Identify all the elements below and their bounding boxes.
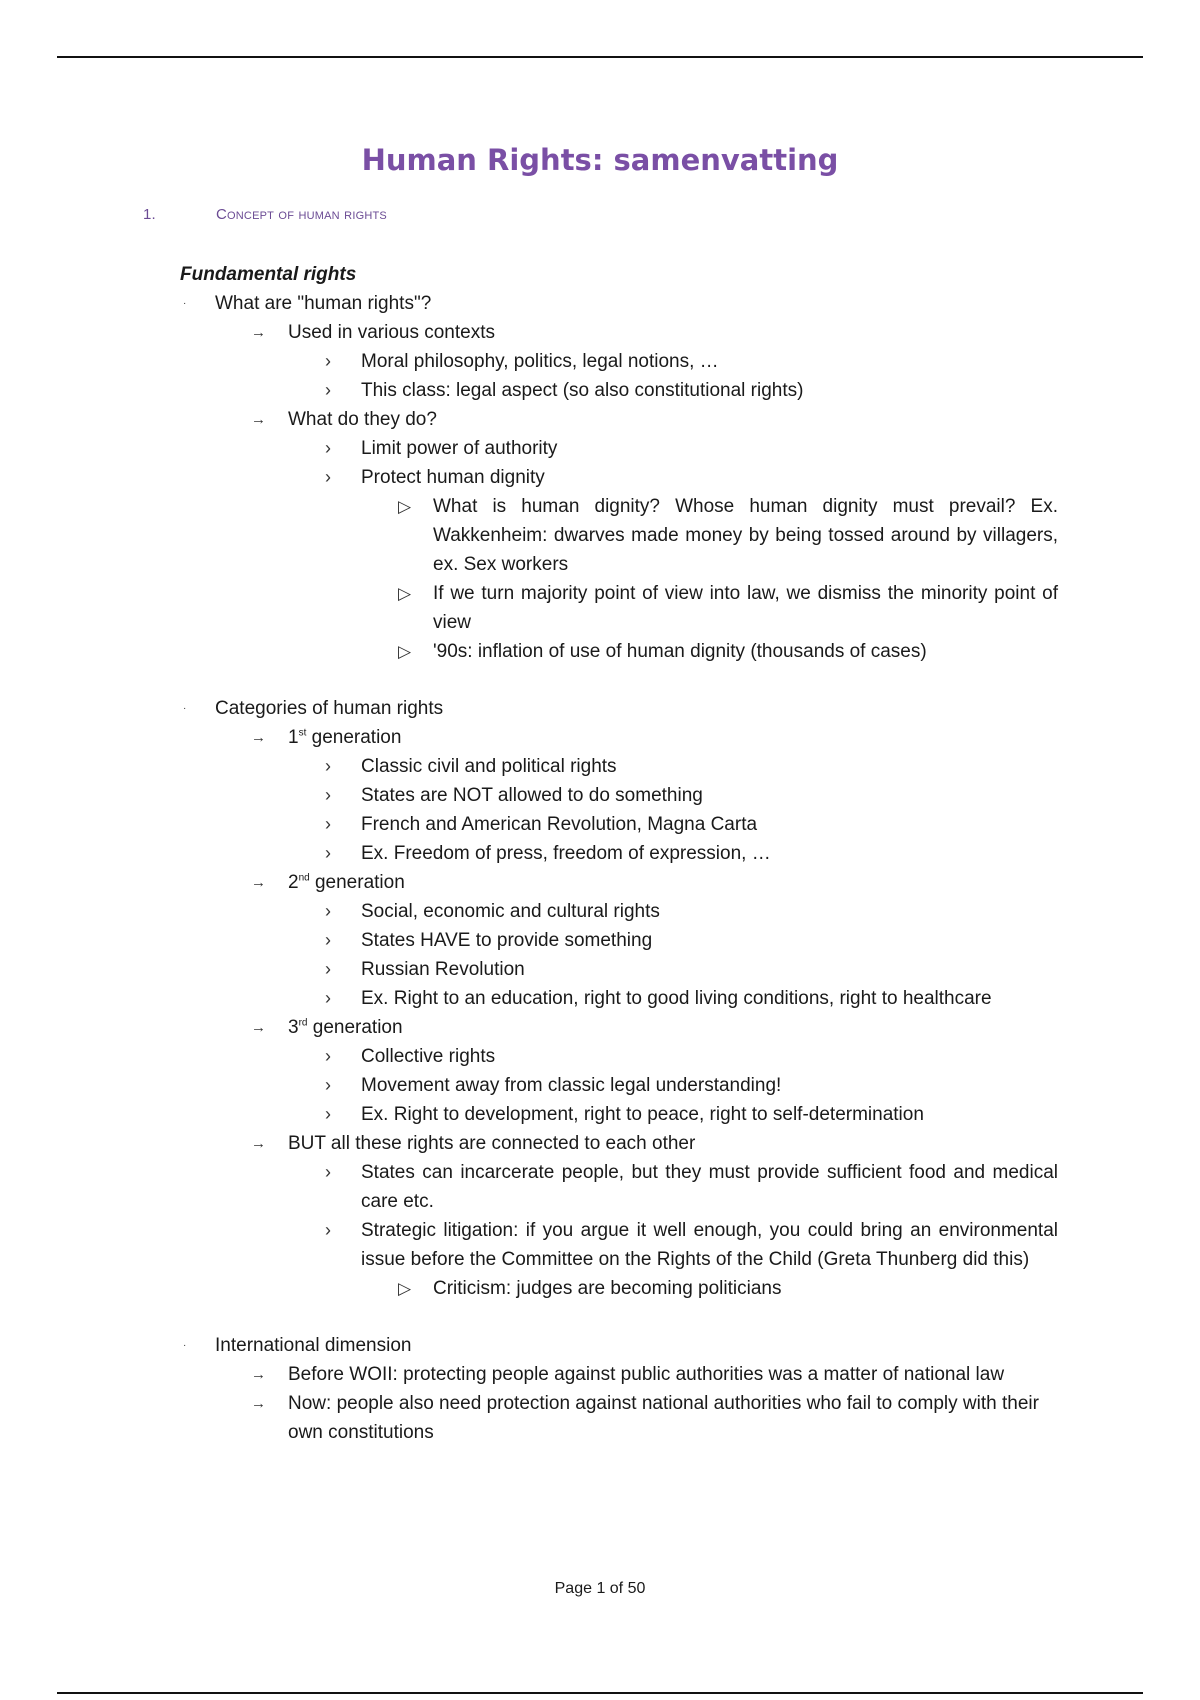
list-item: → BUT all these rights are connected to each other (0, 1129, 1200, 1158)
arrow-bullet-icon: → (251, 411, 266, 428)
list-item: › States are NOT allowed to do something (0, 781, 1200, 810)
chevron-bullet-icon: › (325, 756, 331, 776)
chapter-title: Concept of human rights (216, 206, 387, 223)
triangle-bullet-icon: ▷ (398, 497, 412, 516)
list-item: › This class: legal aspect (so also constitutional rights) (0, 376, 1200, 405)
list-item: › Ex. Right to development, right to peace, right to self-determination (0, 1100, 1200, 1129)
list-item: › States can incarcerate people, but they must provide sufficient food and medical care etc. (0, 1158, 1200, 1216)
chevron-bullet-icon: › (325, 901, 331, 921)
list-item: › Collective rights (0, 1042, 1200, 1071)
list-item: › Movement away from classic legal understanding! (0, 1071, 1200, 1100)
list-item: → 3rd generation (0, 1013, 1200, 1042)
page-number: Page 1 of 50 (554, 1580, 646, 1597)
chevron-bullet-icon: › (325, 1075, 331, 1095)
list-item: › Ex. Right to an education, right to good living conditions, right to healthcare (0, 984, 1200, 1013)
arrow-bullet-icon: → (251, 874, 266, 891)
arrow-bullet-icon: → (251, 1019, 266, 1036)
triangle-bullet-icon: ▷ (398, 584, 412, 603)
dot-bullet-icon: · (183, 1340, 187, 1351)
arrow-bullet-icon: → (251, 1395, 266, 1412)
document-body (0, 260, 1200, 1447)
chevron-bullet-icon: › (325, 1162, 331, 1182)
list-item: › Strategic litigation: if you argue it well enough, you could bring an environmental issue before the Committee on the Rights of the Child (Greta Thunberg did this) (0, 1216, 1200, 1274)
list-item: → 2nd generation (0, 868, 1200, 897)
chevron-bullet-icon: › (325, 467, 331, 487)
list-item: · Categories of human rights (0, 694, 1200, 723)
chapter-heading (143, 206, 387, 223)
list-item: → Used in various contexts (0, 318, 1200, 347)
list-item: › Classic civil and political rights (0, 752, 1200, 781)
list-item: ▷ If we turn majority point of view into law, we dismiss the minority point of view (0, 579, 1200, 637)
chevron-bullet-icon: › (325, 930, 331, 950)
arrow-bullet-icon: → (251, 729, 266, 746)
chevron-bullet-icon: › (325, 785, 331, 805)
dot-bullet-icon: · (183, 298, 187, 309)
chevron-bullet-icon: › (325, 380, 331, 400)
chevron-bullet-icon: › (325, 1046, 331, 1066)
list-item: › Moral philosophy, politics, legal notions, … (0, 347, 1200, 376)
chevron-bullet-icon: › (325, 351, 331, 371)
document-title: Human Rights: samenvatting (361, 143, 839, 177)
list-item: › Social, economic and cultural rights (0, 897, 1200, 926)
list-item: › Russian Revolution (0, 955, 1200, 984)
list-item: → 1st generation (0, 723, 1200, 752)
list-item: → Now: people also need protection against national authorities who fail to comply with their own constitutions (0, 1389, 1200, 1447)
list-item: › States HAVE to provide something (0, 926, 1200, 955)
arrow-bullet-icon: → (251, 1135, 266, 1152)
list-item: ▷ What is human dignity? Whose human dignity must prevail? Ex. Wakkenheim: dwarves made money by being tossed around by villagers, ex. Sex workers (0, 492, 1200, 579)
arrow-bullet-icon: → (251, 1366, 266, 1383)
list-item: · What are "human rights"? (0, 289, 1200, 318)
arrow-bullet-icon: → (251, 324, 266, 341)
chevron-bullet-icon: › (325, 988, 331, 1008)
bottom-rule (57, 1692, 1143, 1694)
triangle-bullet-icon: ▷ (398, 642, 412, 661)
chevron-bullet-icon: › (325, 959, 331, 979)
list-item: › Limit power of authority (0, 434, 1200, 463)
chevron-bullet-icon: › (325, 814, 331, 834)
chevron-bullet-icon: › (325, 1220, 331, 1240)
chevron-bullet-icon: › (325, 438, 331, 458)
list-item: → What do they do? (0, 405, 1200, 434)
section-title: Fundamental rights (180, 264, 357, 285)
list-item: › Protect human dignity (0, 463, 1200, 492)
list-item: · International dimension (0, 1331, 1200, 1360)
list-item: › French and American Revolution, Magna Carta (0, 810, 1200, 839)
chevron-bullet-icon: › (325, 1104, 331, 1124)
list-item: → Before WOII: protecting people against public authorities was a matter of national law (0, 1360, 1200, 1389)
triangle-bullet-icon: ▷ (398, 1279, 412, 1298)
chevron-bullet-icon: › (325, 843, 331, 863)
list-item: › Ex. Freedom of press, freedom of expression, … (0, 839, 1200, 868)
list-item: ▷ '90s: inflation of use of human dignity (thousands of cases) (0, 637, 1200, 666)
top-rule (57, 56, 1143, 58)
list-item: ▷ Criticism: judges are becoming politicians (0, 1274, 1200, 1303)
chapter-number: 1. (143, 206, 156, 223)
dot-bullet-icon: · (183, 703, 187, 714)
